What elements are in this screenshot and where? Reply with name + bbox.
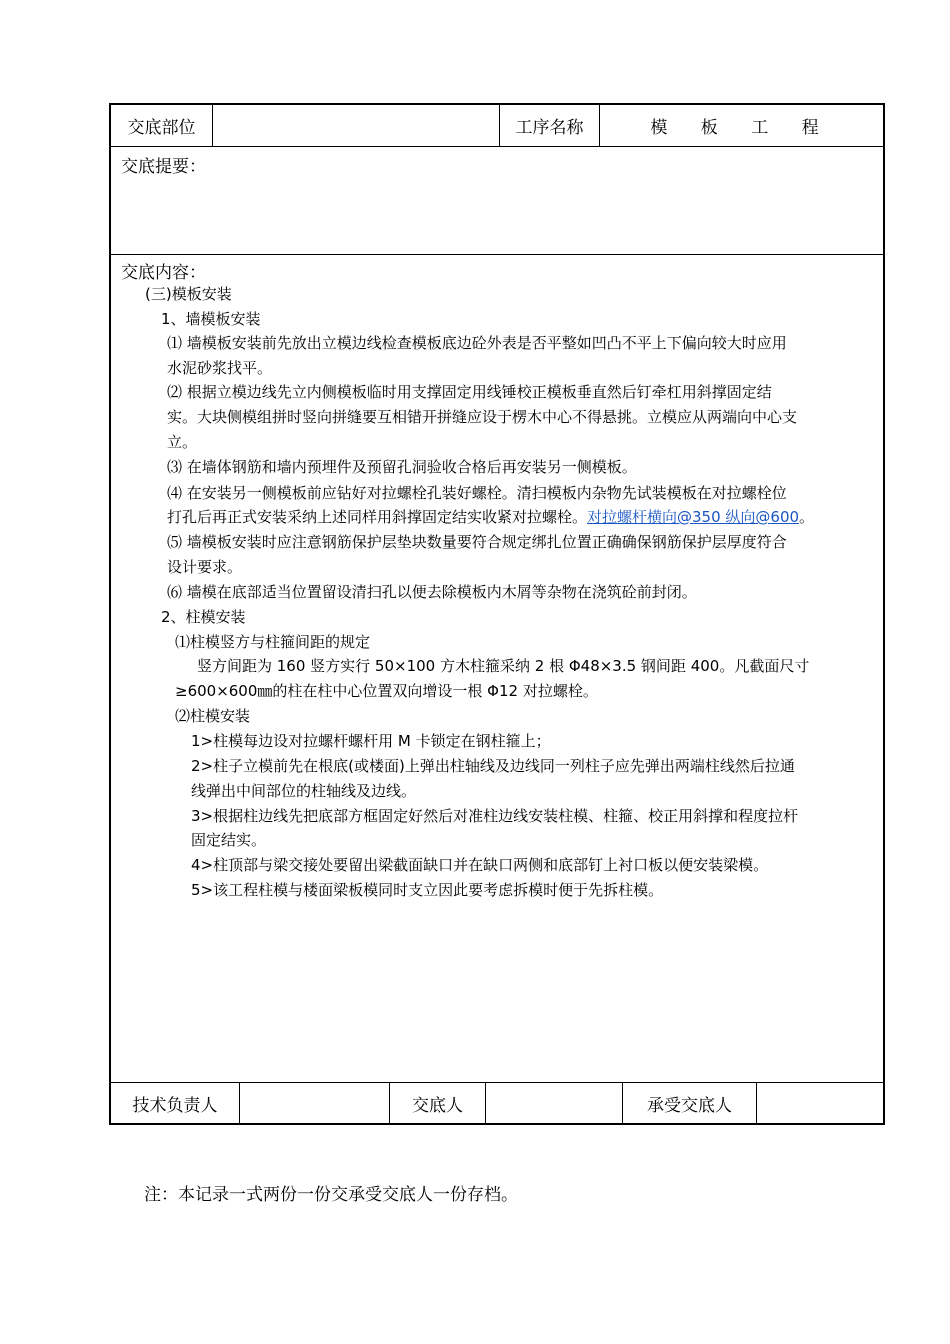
content-line: 竖方间距为 160 竖方实行 50×100 方木柱箍采纳 2 根 Φ48×3.5 钢间距 400。凡截面尺寸 bbox=[197, 657, 810, 675]
content-line: ⑴ 墙模板安装前先放出立模边线检查模板底边砼外表是否平整如凹凸不平上下偏向较大时应用 bbox=[167, 334, 787, 352]
content-line: 2>柱子立模前先在根底(或楼面)上弹出柱轴线及边线同一列柱子应先弹出两端柱线然后拉通 bbox=[191, 757, 795, 775]
content-line: 固定结实。 bbox=[191, 831, 267, 849]
content-line-with-link bbox=[167, 507, 814, 527]
process-label: 工序名称 bbox=[500, 105, 600, 146]
tech-lead-value[interactable] bbox=[240, 1083, 390, 1123]
content-line: ⑵柱模安装 bbox=[175, 707, 251, 725]
discloser-value[interactable] bbox=[486, 1083, 623, 1123]
summary-label: 交底提要： bbox=[121, 157, 206, 177]
receiver-value[interactable] bbox=[757, 1083, 883, 1123]
content-line: 1>柱模每边设对拉螺杆螺杆用 M 卡锁定在钢柱箍上； bbox=[191, 732, 551, 750]
content-line: 实。大块侧模组拼时竖向拼缝要互相错开拼缝应设于楞木中心不得悬挑。立模应从两端向中心支 bbox=[167, 408, 798, 426]
content-line: 水泥砂浆找平。 bbox=[167, 359, 273, 377]
content-line: 3>根据柱边线先把底部方框固定好然后对准柱边线安装柱模、柱箍、校正用斜撑和程度拉杆 bbox=[191, 807, 799, 825]
header-row bbox=[111, 105, 883, 147]
content-label: 交底内容： bbox=[121, 263, 206, 283]
content-line: 线弹出中间部位的柱轴线及边线。 bbox=[191, 782, 417, 800]
spacing-link[interactable]: 对拉螺杆横向@350 纵向@600 bbox=[587, 508, 800, 526]
signature-row bbox=[111, 1082, 883, 1123]
receiver-label: 承受交底人 bbox=[623, 1083, 757, 1123]
tech-lead-label: 技术负责人 bbox=[111, 1083, 240, 1123]
content-line: 2、柱模安装 bbox=[161, 608, 246, 626]
content-line: ⑶ 在墙体钢筋和墙内预埋件及预留孔洞验收合格后再安装另一侧模板。 bbox=[167, 458, 637, 476]
discloser-label: 交底人 bbox=[390, 1083, 486, 1123]
content-line: ⑹ 墙模在底部适当位置留设清扫孔以便去除模板内木屑等杂物在浇筑砼前封闭。 bbox=[167, 583, 697, 601]
summary-row bbox=[111, 147, 883, 255]
content-line: 4>柱顶部与梁交接处要留出梁截面缺口并在缺口两侧和底部钉上衬口板以便安装梁模。 bbox=[191, 856, 769, 874]
content-line: 立。 bbox=[167, 433, 198, 451]
content-line-text: 打孔后再正式安装采纳上述同样用斜撑固定结实收紧对拉螺栓。 bbox=[167, 508, 588, 526]
content-line-suffix: 。 bbox=[799, 508, 815, 526]
content-line: ⑸ 墙模板安装时应注意钢筋保护层垫块数量要符合规定绑扎位置正确确保钢筋保护层厚度符合 bbox=[167, 533, 787, 551]
footnote: 注：本记录一式两份一份交承受交底人一份存档。 bbox=[144, 1185, 518, 1205]
part-label: 交底部位 bbox=[111, 105, 213, 146]
part-value[interactable] bbox=[213, 105, 500, 146]
content-line: ⑵ 根据立模边线先立内侧模板临时用支撑固定用线锤校正模板垂直然后钉牵杠用斜撑固定结 bbox=[167, 383, 772, 401]
content-line: ⑴柱模竖方与柱箍间距的规定 bbox=[175, 633, 371, 651]
process-value[interactable]: 模 板 工 程 bbox=[650, 118, 833, 138]
content-line: 1、墙模板安装 bbox=[161, 310, 261, 328]
content-line: (三)模板安装 bbox=[145, 285, 232, 303]
content-line: 设计要求。 bbox=[167, 558, 243, 576]
content-section bbox=[111, 255, 883, 1081]
content-line: ≥600×600㎜的柱在柱中心位置双向增设一根 Φ12 对拉螺栓。 bbox=[175, 682, 598, 700]
content-line: ⑷ 在安装另一侧模板前应钻好对拉螺栓孔装好螺栓。清扫模板内杂物先试装模板在对拉螺栓位 bbox=[167, 484, 787, 502]
content-line: 5>该工程柱模与楼面梁板模同时支立因此要考虑拆模时便于先拆柱模。 bbox=[191, 881, 664, 899]
disclosure-form bbox=[109, 103, 885, 1125]
